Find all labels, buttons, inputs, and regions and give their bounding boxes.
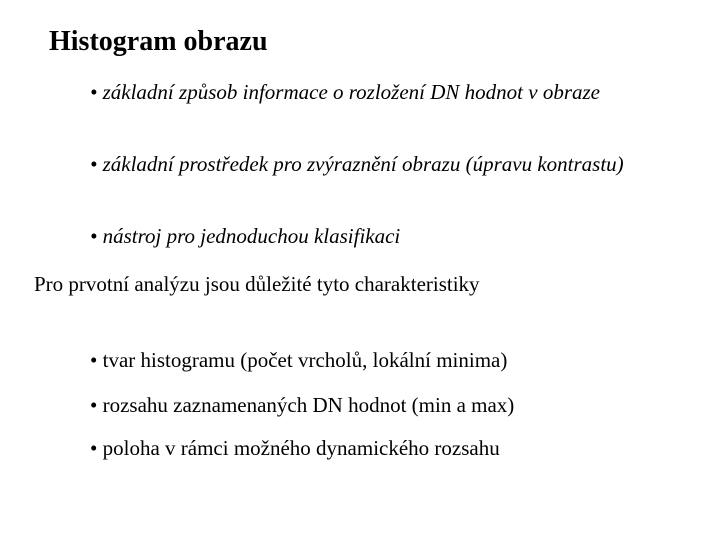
- bullet-item: [90, 79, 690, 105]
- bullet-marker: •: [90, 80, 98, 104]
- bullet-marker: •: [90, 152, 98, 176]
- bullet-text: základní prostředek pro zvýraznění obrazu (úpravu kontrastu): [102, 152, 624, 176]
- bullet-item: [90, 392, 690, 418]
- bullet-marker: •: [90, 393, 98, 417]
- slide-title: Histogram obrazu: [49, 26, 268, 57]
- bullet-item: [90, 151, 690, 177]
- bullet-marker: •: [90, 348, 98, 372]
- bullet-text: rozsahu zaznamenaných DN hodnot (min a max): [102, 393, 515, 417]
- bullet-text: nástroj pro jednoduchou klasifikaci: [102, 224, 401, 248]
- bullet-marker: •: [90, 436, 98, 460]
- bullet-text: poloha v rámci možného dynamického rozsahu: [102, 436, 500, 460]
- bullet-text: tvar histogramu (počet vrcholů, lokální minima): [102, 348, 508, 372]
- bullet-item: [90, 223, 690, 249]
- bullet-marker: •: [90, 224, 98, 248]
- bullet-item: [90, 435, 690, 461]
- bullet-text: základní způsob informace o rozložení DN hodnot v obraze: [102, 80, 600, 104]
- bullet-item: [90, 347, 690, 373]
- intro-text: Pro prvotní analýzu jsou důležité tyto charakteristiky: [34, 272, 480, 296]
